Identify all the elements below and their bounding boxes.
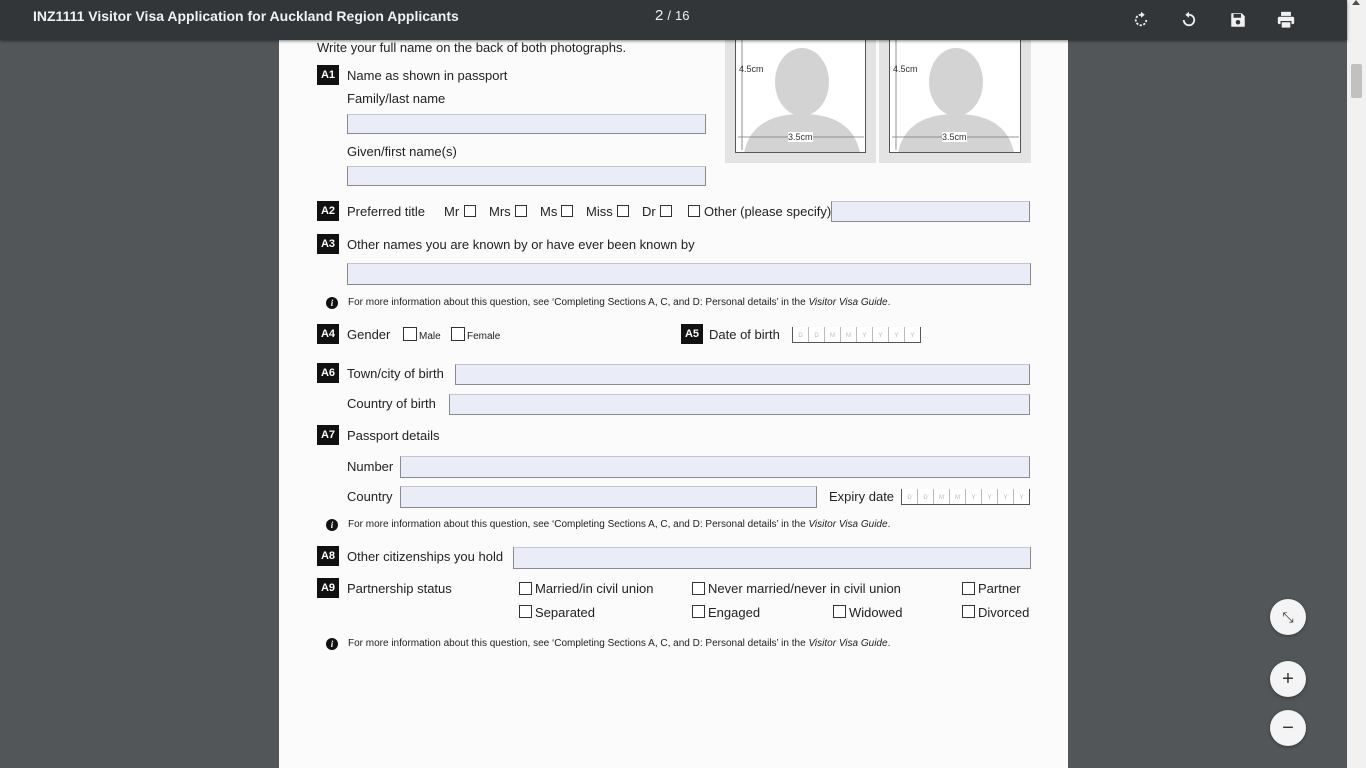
photo-guide-1 xyxy=(725,40,876,163)
passport-number-field[interactable] xyxy=(400,456,1030,478)
toolbar xyxy=(0,0,1347,40)
question-badge-a2: A2 xyxy=(317,201,339,221)
info-note-guide: Visitor Visa Guide xyxy=(808,297,888,308)
status-separated-checkbox[interactable] xyxy=(519,605,532,618)
title-dr-label: Dr xyxy=(642,204,656,219)
photo-frame xyxy=(889,40,1021,153)
fit-to-page-button[interactable] xyxy=(1270,599,1306,635)
info-icon: i xyxy=(326,297,338,309)
town-of-birth-field[interactable] xyxy=(455,364,1030,385)
given-name-label: Given/first name(s) xyxy=(347,144,457,159)
total-pages: 16 xyxy=(674,8,690,23)
passport-country-field[interactable] xyxy=(400,486,817,508)
current-page[interactable]: 2 xyxy=(655,7,664,24)
a4-label: Gender xyxy=(347,327,391,342)
date-digit-m: M xyxy=(841,327,857,342)
info-note xyxy=(348,297,890,309)
date-digit-y: Y xyxy=(1019,495,1024,501)
plus-icon: + xyxy=(1282,667,1294,690)
title-ms-checkbox[interactable] xyxy=(561,205,573,217)
status-divorced-checkbox[interactable] xyxy=(962,605,975,618)
question-badge-a9: A9 xyxy=(317,578,339,598)
question-badge-a5: A5 xyxy=(681,324,703,344)
date-digit-d: D xyxy=(918,489,934,504)
fit-page-icon: ⤡ xyxy=(1282,608,1294,625)
rotate-counterclockwise-button[interactable] xyxy=(1175,6,1203,34)
date-digit-m: M xyxy=(825,327,841,342)
scroll-thumb[interactable] xyxy=(1351,64,1362,98)
rotate-clockwise-icon xyxy=(1132,11,1150,29)
status-never-married-label: Never married/never in civil union xyxy=(708,581,901,596)
photo-frame xyxy=(735,40,866,153)
info-note-guide: Visitor Visa Guide xyxy=(808,638,888,649)
date-digit-y: Y xyxy=(873,327,889,342)
title-ms-label: Ms xyxy=(540,204,558,219)
date-digit-m: M xyxy=(950,489,966,504)
family-name-label: Family/last name xyxy=(347,91,446,106)
a5-label: Date of birth xyxy=(709,327,780,342)
status-engaged-label: Engaged xyxy=(708,605,761,620)
a9-label: Partnership status xyxy=(347,581,452,596)
info-icon: i xyxy=(326,519,338,531)
document-title: INZ1111 Visitor Visa Application for Auckland Region Applicants xyxy=(33,8,459,24)
status-widowed-checkbox[interactable] xyxy=(833,605,846,618)
info-note xyxy=(348,519,890,531)
a1-label: Name as shown in passport xyxy=(347,68,508,83)
date-digit-y: Y xyxy=(910,333,915,339)
given-name-field[interactable] xyxy=(347,166,706,186)
country-of-birth-field[interactable] xyxy=(449,394,1030,415)
question-badge-a4: A4 xyxy=(317,324,339,344)
zoom-in-button[interactable] xyxy=(1270,661,1306,697)
photo-instruction: Write your full name on the back of both photographs. xyxy=(317,40,627,55)
title-other-label: Other (please specify) xyxy=(704,204,832,219)
date-digit-m: M xyxy=(934,489,950,504)
photo-height-label: 4.5cm xyxy=(893,64,918,74)
info-note-text: For more information about this question, see ‘Completing Sections A, C, and D: Personal details’ in the xyxy=(348,638,809,649)
status-separated-label: Separated xyxy=(535,605,595,620)
country-of-birth-label: Country of birth xyxy=(347,396,436,411)
info-note-suffix: . xyxy=(887,297,891,308)
info-note xyxy=(348,638,890,650)
vertical-scrollbar[interactable] xyxy=(1347,0,1366,768)
gender-female-label: Female xyxy=(467,331,501,342)
info-note-suffix: . xyxy=(887,519,891,530)
info-note-suffix: . xyxy=(887,638,891,649)
expiry-date-field[interactable] xyxy=(901,489,1030,505)
rotate-clockwise-button[interactable] xyxy=(1127,6,1155,34)
date-digit-d: D xyxy=(793,327,809,342)
a8-label: Other citizenships you hold xyxy=(347,549,504,564)
photo-width-label: 3.5cm xyxy=(788,132,813,142)
status-partner-checkbox[interactable] xyxy=(962,582,975,595)
date-digit-y: Y xyxy=(982,489,998,504)
print-icon xyxy=(1276,11,1296,29)
town-of-birth-label: Town/city of birth xyxy=(347,366,444,381)
title-mr-label: Mr xyxy=(444,204,460,219)
photo-width-label: 3.5cm xyxy=(942,132,967,142)
other-names-field[interactable] xyxy=(347,263,1031,285)
gender-female-checkbox[interactable] xyxy=(451,327,465,341)
status-engaged-checkbox[interactable] xyxy=(692,605,705,618)
status-never-married-checkbox[interactable] xyxy=(692,582,705,595)
date-digit-d: D xyxy=(902,489,918,504)
info-note-text: For more information about this question, see ‘Completing Sections A, C, and D: Personal details’ in the xyxy=(348,519,809,530)
save-button[interactable] xyxy=(1224,6,1252,34)
print-button[interactable] xyxy=(1272,6,1300,34)
title-other-field[interactable] xyxy=(831,201,1030,222)
info-note-guide: Visitor Visa Guide xyxy=(808,519,888,530)
page-separator: / xyxy=(667,8,671,23)
title-mrs-checkbox[interactable] xyxy=(515,205,527,217)
zoom-out-button[interactable] xyxy=(1270,710,1306,746)
pdf-page xyxy=(279,40,1068,768)
title-other-checkbox[interactable] xyxy=(688,205,700,217)
date-digit-y: Y xyxy=(966,489,982,504)
minus-icon: − xyxy=(1282,716,1294,739)
date-digit-y: Y xyxy=(857,327,873,342)
info-note-text: For more information about this question, see ‘Completing Sections A, C, and D: Personal details’ in the xyxy=(348,297,809,308)
title-mr-checkbox[interactable] xyxy=(464,205,476,217)
scroll-up-arrow-icon[interactable] xyxy=(1352,0,1360,5)
title-miss-label: Miss xyxy=(586,204,613,219)
info-icon: i xyxy=(326,638,338,650)
question-badge-a1: A1 xyxy=(317,65,339,85)
passport-country-label: Country xyxy=(347,489,393,504)
a7-label: Passport details xyxy=(347,428,440,443)
date-digit-d: D xyxy=(809,327,825,342)
gender-male-checkbox[interactable] xyxy=(403,327,417,341)
photo-guide-2 xyxy=(879,40,1031,163)
title-mrs-label: Mrs xyxy=(489,204,511,219)
status-married-checkbox[interactable] xyxy=(519,582,532,595)
rotate-counterclockwise-icon xyxy=(1180,11,1198,29)
photo-height-label: 4.5cm xyxy=(739,64,764,74)
a3-label: Other names you are known by or have ever been known by xyxy=(347,237,695,252)
family-name-field[interactable] xyxy=(347,114,706,134)
a2-label: Preferred title xyxy=(347,204,426,219)
passport-number-label: Number xyxy=(347,459,394,474)
title-miss-checkbox[interactable] xyxy=(617,205,629,217)
question-badge-a6: A6 xyxy=(317,363,339,383)
date-of-birth-field[interactable] xyxy=(792,327,921,343)
title-dr-checkbox[interactable] xyxy=(660,205,672,217)
other-citizenships-field[interactable] xyxy=(513,547,1031,569)
question-badge-a7: A7 xyxy=(317,425,339,445)
expiry-date-label: Expiry date xyxy=(829,489,895,504)
question-badge-a3: A3 xyxy=(317,234,339,254)
date-digit-y: Y xyxy=(998,489,1014,504)
status-married-label: Married/in civil union xyxy=(535,581,654,596)
question-badge-a8: A8 xyxy=(317,546,339,566)
save-icon xyxy=(1229,11,1247,29)
status-widowed-label: Widowed xyxy=(849,605,903,620)
gender-male-label: Male xyxy=(419,331,441,342)
status-partner-label: Partner xyxy=(978,581,1021,596)
status-divorced-label: Divorced xyxy=(978,605,1030,620)
page-indicator xyxy=(655,7,689,25)
date-digit-y: Y xyxy=(889,327,905,342)
